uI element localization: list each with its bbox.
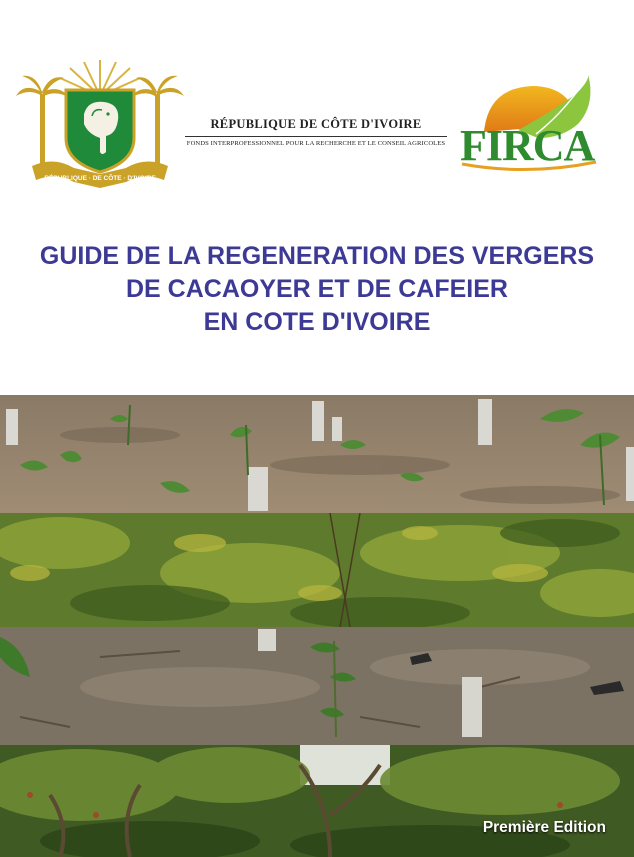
republic-title: RÉPUBLIQUE DE CÔTE D'IVOIRE: [210, 117, 422, 131]
photo-strip-coffee-foliage: [0, 513, 634, 627]
title-line-2: DE CACAOYER ET DE CAFEIER: [126, 275, 508, 303]
coat-of-arms-icon: [14, 56, 186, 190]
title-line-1: GUIDE DE LA REGENERATION DES VERGERS: [39, 242, 595, 270]
document-title: [0, 240, 634, 339]
republic-divider: [185, 136, 447, 137]
republic-block: [185, 117, 447, 147]
fund-name: FONDS INTERPROFESSIONNEL POUR LA RECHERCHE ET LE CONSEIL AGRICOLES: [186, 140, 446, 147]
photo-strip-young-plantation: [0, 395, 634, 513]
svg-text:FIRCA: FIRCA: [460, 121, 595, 170]
title-line-3: EN COTE D'IVOIRE: [203, 308, 431, 336]
svg-text:RÉPUBLIQUE · DE CÔTE · D'IVOIR: RÉPUBLIQUE · DE CÔTE · D'IVOIRE: [44, 175, 156, 182]
cover-header: [0, 0, 634, 395]
photo-strip-seedling: [0, 627, 634, 745]
photo-strip-mature-trees: [0, 745, 634, 857]
cover-photo-strips: [0, 395, 634, 857]
firca-logo-icon: [458, 74, 602, 174]
edition-label: Première Edition: [482, 819, 606, 836]
